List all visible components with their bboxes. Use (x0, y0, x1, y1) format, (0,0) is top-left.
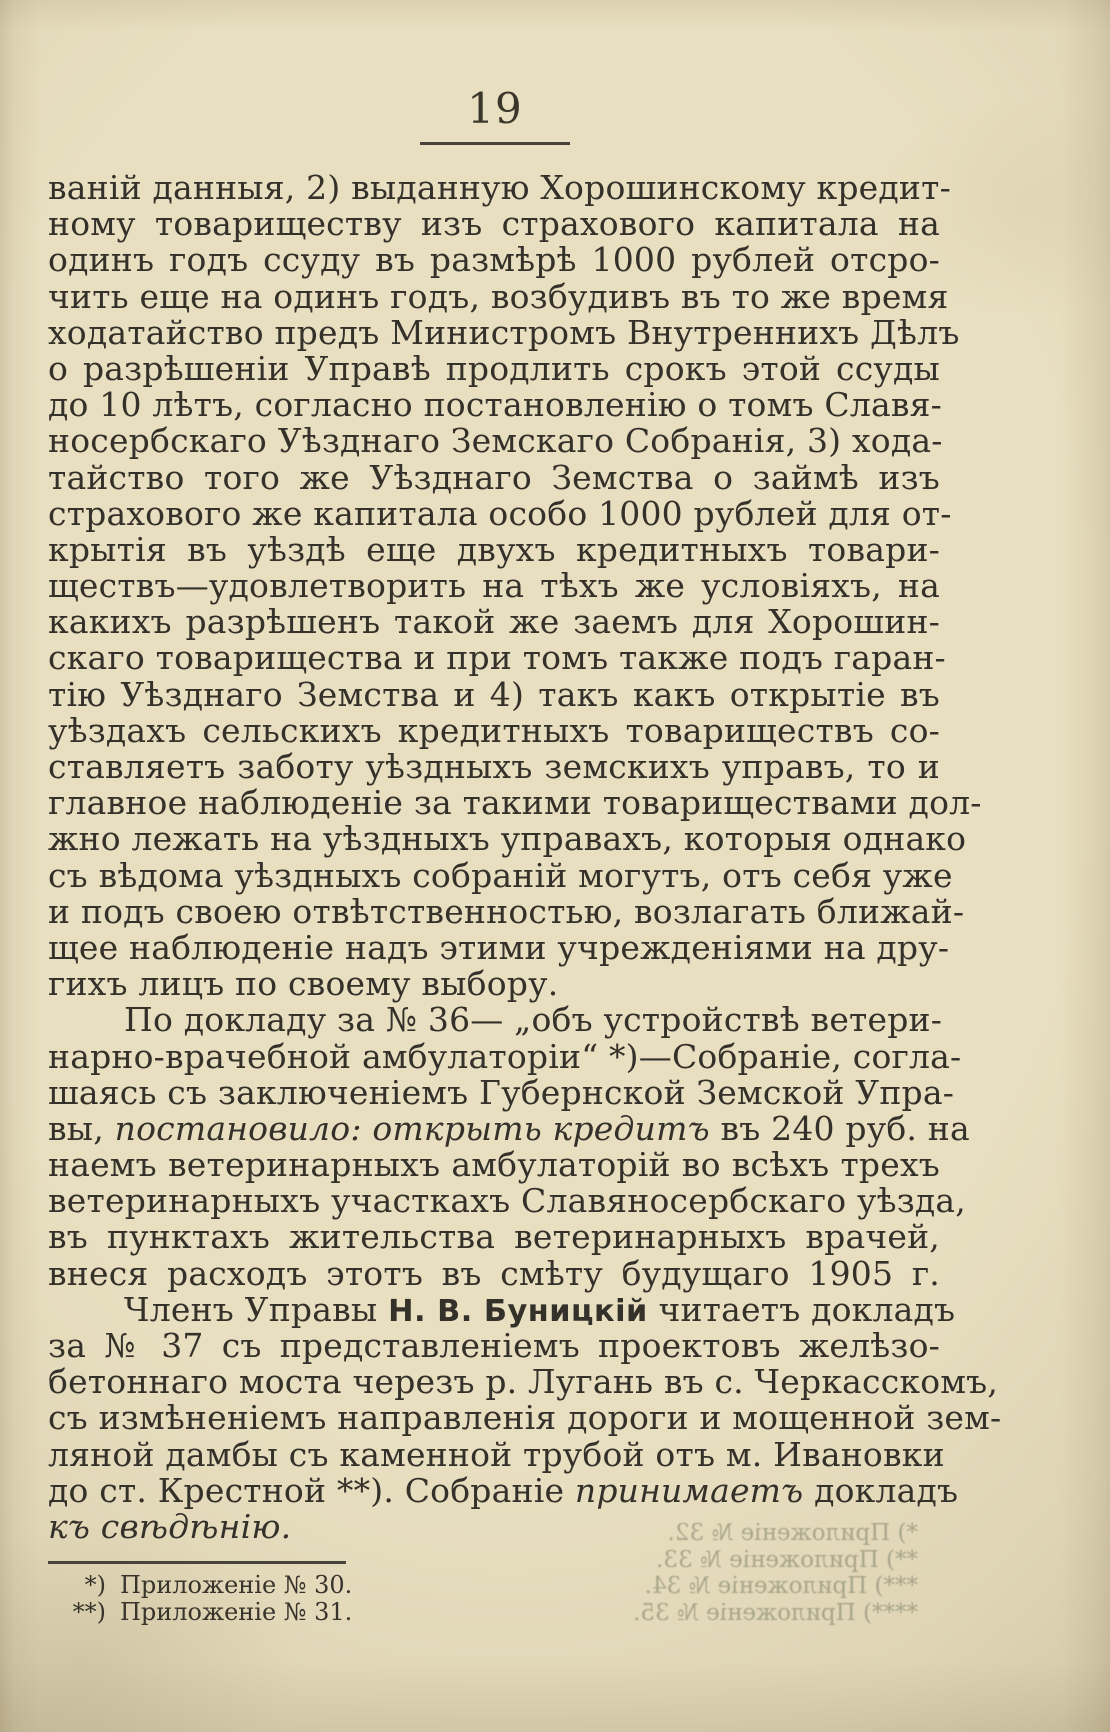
text-segment: чить еще на одинъ годъ, возбудивъ въ то же время (48, 276, 949, 316)
text-segment: нарно-врачебной амбулаторіи“ *)—Собраніе, согла- (48, 1036, 962, 1076)
text-segment: Н. В. Буницкій (388, 1293, 648, 1329)
text-line (48, 385, 943, 425)
text-line (48, 1036, 962, 1076)
paragraph (48, 168, 982, 1004)
text-line (48, 568, 940, 604)
text-segment: скаго товарищества и при томъ также подъ гаран- (48, 638, 946, 678)
text-line (48, 276, 949, 316)
text-segment: ществъ—удовлетворить на тѣхъ же условіяхъ, на (48, 566, 940, 606)
text-segment: о разрѣшеніи Управѣ продлить срокъ этой ссуды (48, 348, 940, 388)
text-segment: постановило: открыть кредитъ (114, 1108, 710, 1148)
text-segment: докладъ (803, 1470, 959, 1510)
text-segment: По докладу за № 36— „объ устройствѣ ветери- (124, 1000, 943, 1040)
text-segment: одинъ годъ ссуду въ размѣрѣ 1000 рублей отсро- (48, 240, 940, 280)
text-segment: ходатайство предъ Министромъ Внутреннихъ Дѣлъ (48, 312, 960, 352)
text-line (48, 1219, 940, 1255)
text-segment: внеся расходъ этотъ въ смѣту будущаго 1905 г. (48, 1253, 940, 1293)
text-line (48, 783, 982, 823)
text-segment: читаетъ докладъ (647, 1289, 956, 1329)
paragraph (48, 1289, 1002, 1546)
text-line (48, 242, 940, 278)
text-segment: тайство того же Уѣзднаго Земства о займѣ изъ (48, 457, 940, 497)
text-line (48, 819, 967, 859)
text-segment: ляной дамбы съ каменной трубой отъ м. Ивановки (48, 1434, 945, 1474)
footnote-separator (48, 1561, 346, 1564)
text-segment: въ 240 руб. на (709, 1108, 970, 1148)
text-segment: наемъ ветеринарныхъ амбулаторій во всѣхъ трехъ (48, 1145, 940, 1185)
text-line (48, 674, 940, 714)
text-segment: гихъ лицъ по своему выбору. (48, 964, 559, 1004)
text-segment: за № 37 съ представленіемъ проектовъ желѣзо- (48, 1326, 940, 1365)
text-line (48, 966, 940, 1002)
bleedthrough-line: ***) Приложеніе № 34. (644, 1573, 918, 1599)
bleedthrough-line: ****) Приложеніе № 35. (633, 1599, 918, 1626)
text-segment: какихъ разрѣшенъ такой же заемъ для Хорошин- (48, 602, 940, 642)
text-line (48, 1072, 955, 1112)
text-line (48, 529, 940, 569)
text-line (48, 710, 940, 750)
text-line (48, 1328, 940, 1364)
text-line (48, 604, 940, 640)
text-segment: крытія въ уѣздѣ еще двухъ кредитныхъ товари- (48, 529, 940, 569)
bleedthrough-line: *) Приложеніе № 32. (667, 1520, 918, 1546)
text-line (48, 1362, 999, 1402)
page-number-rule (420, 142, 570, 145)
text-segment: ваній данныя, 2) выданную Хорошинскому кредит- (48, 168, 951, 207)
footnotes (48, 1572, 668, 1626)
footnote-text: Приложеніе № 31. (120, 1598, 353, 1626)
text-line (48, 421, 943, 461)
text-segment: главное наблюденіе за такими товариществами дол- (48, 783, 982, 823)
paragraph (48, 1000, 970, 1293)
text-line (48, 312, 960, 352)
text-segment: страхового же капитала особо 1000 рублей для от- (48, 493, 952, 533)
text-segment: тію Уѣзднаго Земства и 4) такъ какъ открытіе въ (48, 674, 940, 714)
text-line (48, 1289, 956, 1329)
bleedthrough-line: **) Приложеніе № 33. (656, 1546, 918, 1573)
text-segment: до ст. Крестной **). Собраніе (48, 1470, 575, 1510)
text-segment: носербскаго Уѣзднаго Земскаго Собранія, 3) хода- (48, 421, 943, 461)
text-line (48, 855, 953, 895)
text-segment: ветеринарныхъ участкахъ Славяносербскаго уѣзда, (48, 1181, 966, 1221)
text-line (48, 206, 940, 242)
footnote-marker: *) (84, 1571, 106, 1599)
bleedthrough-text (608, 1520, 918, 1626)
text-segment: къ свѣдѣнію. (48, 1506, 292, 1546)
text-line (48, 1253, 940, 1293)
text-segment: и подъ своею отвѣтственностью, возлагать ближай- (48, 891, 965, 931)
page-number: 19 (467, 84, 523, 133)
text-line (48, 1147, 940, 1183)
text-segment: уѣздахъ сельскихъ кредитныхъ товариществъ со- (48, 710, 940, 750)
text-segment: бетоннаго моста черезъ р. Лугань въ с. Черкасскомъ, (48, 1362, 999, 1402)
text-line (48, 1398, 1002, 1438)
text-line (48, 1181, 966, 1221)
text-line (48, 891, 965, 931)
text-block (48, 168, 1002, 1546)
text-line (48, 1470, 959, 1510)
text-segment: жно лежать на уѣздныхъ управахъ, которыя однако (48, 819, 967, 859)
text-segment: шаясь съ заключеніемъ Губернской Земской Упра- (48, 1072, 955, 1112)
text-segment: Членъ Управы (124, 1289, 389, 1329)
footnote-item (48, 1572, 668, 1599)
text-line (48, 457, 940, 497)
text-segment: до 10 лѣтъ, согласно постановленію о томъ Славя- (48, 385, 943, 425)
text-line (48, 168, 951, 207)
page-header (417, 86, 573, 145)
text-line (48, 749, 940, 785)
text-line (48, 638, 946, 678)
text-segment: ному товариществу изъ страхового капитала на (48, 204, 940, 244)
text-line (48, 493, 952, 533)
text-line (48, 1108, 970, 1148)
text-segment: щее наблюденіе надъ этими учрежденіями на дру- (48, 927, 950, 967)
text-segment: съ измѣненіемъ направленія дороги и мощенной зем- (48, 1398, 1002, 1438)
footnote-marker: **) (72, 1598, 106, 1626)
text-line (48, 1000, 943, 1040)
text-line (48, 927, 950, 967)
text-segment: въ пунктахъ жительства ветеринарныхъ врачей, (48, 1217, 940, 1257)
footnote-item (48, 1599, 668, 1626)
text-line (48, 348, 940, 388)
text-segment: ставляетъ заботу уѣздныхъ земскихъ управъ, то и (48, 747, 940, 786)
text-line (48, 1434, 945, 1474)
footnote-text: Приложеніе № 30. (120, 1571, 353, 1599)
text-segment: съ вѣдома уѣздныхъ собраній могутъ, отъ себя уже (48, 855, 953, 895)
text-segment: принимаетъ (574, 1470, 804, 1510)
text-segment: вы, (48, 1108, 115, 1148)
